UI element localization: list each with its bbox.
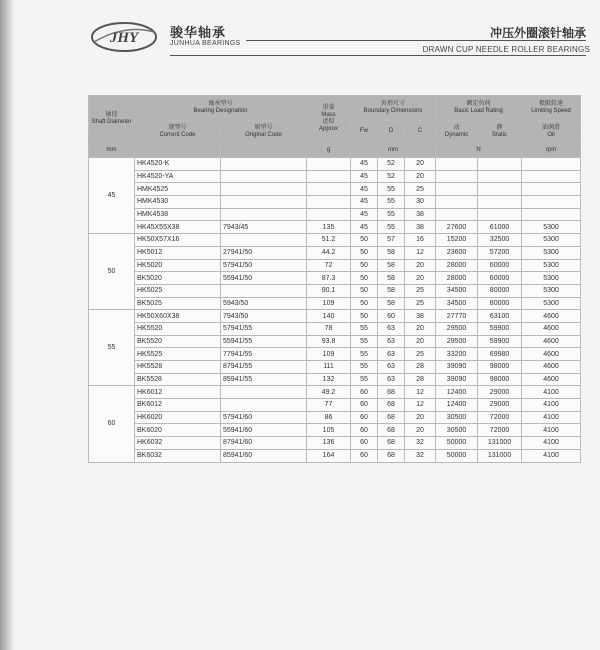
static-load-cell: 80000: [478, 284, 522, 297]
mass-unit: g: [307, 143, 351, 158]
oil-speed-cell: 4100: [522, 411, 581, 424]
d-cell: 68: [378, 386, 405, 399]
d-cell: 55: [378, 196, 405, 209]
static-load-cell: [478, 170, 522, 183]
brand-name-en: JUNHUA BEARINGS: [170, 40, 241, 47]
original-code-cell: [221, 170, 307, 183]
dynamic-load-cell: 30500: [436, 424, 478, 437]
original-code-cell: 87941/60: [221, 437, 307, 450]
shaft-diameter-cell: 55: [89, 310, 135, 386]
d-cell: 68: [378, 437, 405, 450]
dynamic-load-cell: 50000: [436, 437, 478, 450]
mass-cell: 49.2: [307, 386, 351, 399]
original-code-cell: 85941/55: [221, 373, 307, 386]
d-cell: 55: [378, 221, 405, 234]
table-row: [89, 259, 581, 272]
table-row: [89, 424, 581, 437]
c-cell: 30: [405, 196, 436, 209]
table-row: [89, 297, 581, 310]
static-load-cell: [478, 183, 522, 196]
d-cell: 58: [378, 272, 405, 285]
svg-text:JHY: JHY: [109, 30, 139, 46]
dynamic-load-cell: 30500: [436, 411, 478, 424]
oil-speed-cell: 4600: [522, 335, 581, 348]
d-cell: 60: [378, 310, 405, 323]
oil-speed-cell: 5300: [522, 234, 581, 247]
table-header: [89, 96, 581, 158]
c-cell: 20: [405, 411, 436, 424]
oil-speed-cell: 5300: [522, 246, 581, 259]
c-cell: 20: [405, 335, 436, 348]
current-code-cell: HK50X60X38: [135, 310, 221, 323]
current-code-header: 现型号 Current Code: [135, 121, 221, 143]
dynamic-load-cell: 23600: [436, 246, 478, 259]
dynamic-header: 动 Dynamic: [436, 121, 478, 143]
static-load-cell: 69980: [478, 348, 522, 361]
current-code-cell: HMK4530: [135, 196, 221, 209]
original-code-cell: [221, 158, 307, 171]
dynamic-load-cell: 28000: [436, 272, 478, 285]
original-code-cell: [221, 196, 307, 209]
c-cell: 38: [405, 310, 436, 323]
c-cell: 25: [405, 348, 436, 361]
table-row: [89, 234, 581, 247]
fw-cell: 50: [351, 297, 378, 310]
mass-cell: 93.8: [307, 335, 351, 348]
fw-cell: 45: [351, 158, 378, 171]
current-code-cell: BK5528: [135, 373, 221, 386]
fw-cell: 50: [351, 272, 378, 285]
current-code-cell: BK6020: [135, 424, 221, 437]
oil-speed-cell: [522, 170, 581, 183]
dynamic-load-cell: 39090: [436, 361, 478, 374]
original-code-cell: 7943/45: [221, 221, 307, 234]
static-load-cell: 32500: [478, 234, 522, 247]
original-code-cell: 55941/55: [221, 335, 307, 348]
d-cell: 68: [378, 449, 405, 462]
current-code-cell: HK5520: [135, 322, 221, 335]
fw-cell: 55: [351, 348, 378, 361]
c-cell: 28: [405, 373, 436, 386]
current-code-cell: HK4520-YA: [135, 170, 221, 183]
d-cell: 58: [378, 246, 405, 259]
current-code-cell: HK6012: [135, 386, 221, 399]
mass-cell: [307, 196, 351, 209]
oil-speed-cell: 5300: [522, 259, 581, 272]
table-row: [89, 272, 581, 285]
original-code-cell: 57941/60: [221, 411, 307, 424]
original-code-cell: 27941/50: [221, 246, 307, 259]
table-row: [89, 386, 581, 399]
d-cell: 55: [378, 183, 405, 196]
table-row: [89, 361, 581, 374]
c-cell: 25: [405, 297, 436, 310]
load-unit: N: [436, 143, 522, 158]
static-load-cell: [478, 208, 522, 221]
original-unit-blank: [221, 143, 307, 158]
mass-cell: [307, 208, 351, 221]
jhy-logo-icon: [90, 20, 158, 54]
table-row: [89, 437, 581, 450]
fw-cell: 55: [351, 335, 378, 348]
table-row: [89, 348, 581, 361]
brand-name-cn: 骏华轴承: [170, 25, 227, 40]
table-row: [89, 158, 581, 171]
designation-header: 轴承型号 Bearing Designation: [135, 96, 307, 121]
current-code-cell: BK5020: [135, 272, 221, 285]
dynamic-load-cell: [436, 170, 478, 183]
table-row: [89, 399, 581, 412]
page-title-cn: 冲压外圈滚针轴承: [489, 26, 586, 40]
mass-cell: 109: [307, 348, 351, 361]
current-code-cell: HMK4525: [135, 183, 221, 196]
d-header: D: [378, 121, 405, 143]
d-cell: 63: [378, 361, 405, 374]
static-load-cell: 131000: [478, 437, 522, 450]
fw-cell: 45: [351, 183, 378, 196]
fw-cell: 60: [351, 437, 378, 450]
current-code-cell: BK6012: [135, 399, 221, 412]
static-load-cell: 29000: [478, 386, 522, 399]
static-load-cell: [478, 158, 522, 171]
mass-header: 重量 Mass 近似 Approx: [307, 96, 351, 143]
header-rule-lower: [170, 55, 586, 56]
d-cell: 58: [378, 297, 405, 310]
original-code-cell: [221, 183, 307, 196]
dims-unit: mm: [351, 143, 436, 158]
c-cell: 32: [405, 449, 436, 462]
static-load-cell: 59900: [478, 322, 522, 335]
original-code-cell: [221, 234, 307, 247]
mass-cell: 105: [307, 424, 351, 437]
current-unit-blank: [135, 143, 221, 158]
dynamic-load-cell: 29500: [436, 335, 478, 348]
c-cell: 38: [405, 208, 436, 221]
bearing-spec-table: [88, 95, 581, 463]
current-code-cell: HK5012: [135, 246, 221, 259]
c-cell: 25: [405, 183, 436, 196]
oil-speed-cell: 5300: [522, 272, 581, 285]
oil-speed-cell: [522, 196, 581, 209]
c-cell: 38: [405, 221, 436, 234]
oil-speed-cell: 4600: [522, 361, 581, 374]
shaft-unit: mm: [89, 143, 135, 158]
static-load-cell: 60000: [478, 259, 522, 272]
mass-cell: 86: [307, 411, 351, 424]
shaft-diameter-cell: 45: [89, 158, 135, 234]
fw-cell: 60: [351, 424, 378, 437]
mass-cell: 135: [307, 221, 351, 234]
fw-cell: 60: [351, 399, 378, 412]
mass-cell: 164: [307, 449, 351, 462]
c-cell: 20: [405, 158, 436, 171]
c-cell: 12: [405, 399, 436, 412]
fw-cell: 50: [351, 284, 378, 297]
oil-speed-cell: 5300: [522, 297, 581, 310]
c-cell: 28: [405, 361, 436, 374]
dynamic-load-cell: 28000: [436, 259, 478, 272]
current-code-cell: HK6020: [135, 411, 221, 424]
table-row: [89, 183, 581, 196]
dynamic-load-cell: 50000: [436, 449, 478, 462]
static-load-cell: 80000: [478, 297, 522, 310]
mass-cell: [307, 170, 351, 183]
static-load-cell: 29000: [478, 399, 522, 412]
oil-header: 油润滑 Oil: [522, 121, 581, 143]
original-code-cell: 85941/60: [221, 449, 307, 462]
table-row: [89, 246, 581, 259]
fw-cell: 60: [351, 411, 378, 424]
c-cell: 20: [405, 170, 436, 183]
dynamic-load-cell: [436, 158, 478, 171]
current-code-cell: HK45X55X38: [135, 221, 221, 234]
d-cell: 57: [378, 234, 405, 247]
static-load-cell: 72000: [478, 424, 522, 437]
table-row: [89, 221, 581, 234]
current-code-cell: BK5520: [135, 335, 221, 348]
mass-cell: 72: [307, 259, 351, 272]
c-cell: 20: [405, 424, 436, 437]
dynamic-load-cell: 29500: [436, 322, 478, 335]
d-cell: 63: [378, 373, 405, 386]
fw-cell: 55: [351, 373, 378, 386]
table-body: [89, 158, 581, 463]
static-load-cell: 61000: [478, 221, 522, 234]
oil-speed-cell: [522, 158, 581, 171]
mass-cell: 111: [307, 361, 351, 374]
original-code-cell: [221, 284, 307, 297]
table-row: [89, 284, 581, 297]
c-cell: 32: [405, 437, 436, 450]
fw-cell: 45: [351, 208, 378, 221]
fw-cell: 45: [351, 170, 378, 183]
dynamic-load-cell: 27600: [436, 221, 478, 234]
page-title-en: DRAWN CUP NEEDLE ROLLER BEARINGS: [422, 45, 590, 54]
mass-cell: 77: [307, 399, 351, 412]
table-row: [89, 411, 581, 424]
mass-cell: 90.1: [307, 284, 351, 297]
current-code-cell: HK4520-K: [135, 158, 221, 171]
mass-cell: 44.2: [307, 246, 351, 259]
fw-header: Fw: [351, 121, 378, 143]
dynamic-load-cell: 39090: [436, 373, 478, 386]
oil-speed-cell: [522, 183, 581, 196]
oil-speed-cell: 4100: [522, 424, 581, 437]
mass-cell: 140: [307, 310, 351, 323]
original-code-cell: [221, 208, 307, 221]
c-cell: 20: [405, 259, 436, 272]
c-header: C: [405, 121, 436, 143]
original-code-cell: 55941/60: [221, 424, 307, 437]
fw-cell: 55: [351, 322, 378, 335]
current-code-cell: HK5525: [135, 348, 221, 361]
d-cell: 63: [378, 335, 405, 348]
mass-cell: [307, 158, 351, 171]
dynamic-load-cell: 12400: [436, 386, 478, 399]
original-code-cell: 57941/50: [221, 259, 307, 272]
d-cell: 52: [378, 170, 405, 183]
c-cell: 20: [405, 272, 436, 285]
table-row: [89, 449, 581, 462]
oil-speed-cell: 4100: [522, 437, 581, 450]
d-cell: 58: [378, 284, 405, 297]
shaft-diameter-header: 轴径 Shaft Diameter: [89, 96, 135, 143]
static-load-cell: 57200: [478, 246, 522, 259]
dynamic-load-cell: 27770: [436, 310, 478, 323]
c-cell: 16: [405, 234, 436, 247]
static-load-cell: 59900: [478, 335, 522, 348]
fw-cell: 60: [351, 386, 378, 399]
fw-cell: 50: [351, 310, 378, 323]
current-code-cell: BK6032: [135, 449, 221, 462]
oil-speed-cell: 4600: [522, 322, 581, 335]
mass-cell: 109: [307, 297, 351, 310]
fw-cell: 60: [351, 449, 378, 462]
dynamic-load-cell: 33200: [436, 348, 478, 361]
d-cell: 68: [378, 424, 405, 437]
fw-cell: 50: [351, 259, 378, 272]
mass-cell: 132: [307, 373, 351, 386]
table-row: [89, 208, 581, 221]
table-row: [89, 322, 581, 335]
limiting-speed-header: 极限转速 Limiting Speed: [522, 96, 581, 121]
original-code-cell: 87941/55: [221, 361, 307, 374]
shaft-diameter-cell: 50: [89, 234, 135, 310]
dynamic-load-cell: 34500: [436, 284, 478, 297]
oil-speed-cell: 5300: [522, 284, 581, 297]
oil-speed-cell: 4100: [522, 399, 581, 412]
oil-speed-cell: 4600: [522, 348, 581, 361]
static-load-cell: 98000: [478, 361, 522, 374]
oil-speed-cell: [522, 208, 581, 221]
d-cell: 63: [378, 348, 405, 361]
d-cell: 52: [378, 158, 405, 171]
oil-speed-cell: 4600: [522, 373, 581, 386]
c-cell: 20: [405, 322, 436, 335]
static-load-cell: 63100: [478, 310, 522, 323]
table-row: [89, 335, 581, 348]
fw-cell: 45: [351, 221, 378, 234]
table-row: [89, 196, 581, 209]
fw-cell: 50: [351, 234, 378, 247]
oil-speed-cell: 4100: [522, 449, 581, 462]
table-row: [89, 373, 581, 386]
dynamic-load-cell: [436, 196, 478, 209]
dynamic-load-cell: [436, 183, 478, 196]
oil-speed-cell: 5300: [522, 221, 581, 234]
current-code-cell: HK50X57X16: [135, 234, 221, 247]
d-cell: 68: [378, 399, 405, 412]
dynamic-load-cell: 12400: [436, 399, 478, 412]
mass-cell: 78: [307, 322, 351, 335]
table-row: [89, 170, 581, 183]
original-code-cell: 5943/50: [221, 297, 307, 310]
original-code-cell: [221, 386, 307, 399]
static-load-cell: 131000: [478, 449, 522, 462]
original-code-cell: [221, 399, 307, 412]
original-code-cell: 7943/50: [221, 310, 307, 323]
fw-cell: 50: [351, 246, 378, 259]
original-code-cell: 55941/50: [221, 272, 307, 285]
mass-cell: 87.3: [307, 272, 351, 285]
oil-speed-cell: 4100: [522, 386, 581, 399]
shaft-diameter-cell: 60: [89, 386, 135, 462]
current-code-cell: HMK4538: [135, 208, 221, 221]
current-code-cell: HK5025: [135, 284, 221, 297]
static-load-cell: 98000: [478, 373, 522, 386]
d-cell: 55: [378, 208, 405, 221]
mass-cell: [307, 183, 351, 196]
table-row: [89, 310, 581, 323]
static-load-cell: [478, 196, 522, 209]
c-cell: 25: [405, 284, 436, 297]
static-header: 静 Static: [478, 121, 522, 143]
dimensions-header: 外形尺寸 Boundary Dimensions: [351, 96, 436, 121]
speed-unit: rpm: [522, 143, 581, 158]
load-rating-header: 额定负荷 Basic Load Rating: [436, 96, 522, 121]
dynamic-load-cell: 15200: [436, 234, 478, 247]
static-load-cell: 72000: [478, 411, 522, 424]
current-code-cell: HK5020: [135, 259, 221, 272]
dynamic-load-cell: 34500: [436, 297, 478, 310]
oil-speed-cell: 4600: [522, 310, 581, 323]
current-code-cell: HK6032: [135, 437, 221, 450]
original-code-header: 原型号 Original Code: [221, 121, 307, 143]
dynamic-load-cell: [436, 208, 478, 221]
mass-cell: 51.2: [307, 234, 351, 247]
fw-cell: 55: [351, 361, 378, 374]
c-cell: 12: [405, 246, 436, 259]
page-binding-edge: [0, 0, 14, 650]
original-code-cell: 57941/55: [221, 322, 307, 335]
d-cell: 58: [378, 259, 405, 272]
d-cell: 68: [378, 411, 405, 424]
current-code-cell: BK5025: [135, 297, 221, 310]
original-code-cell: 77941/55: [221, 348, 307, 361]
d-cell: 63: [378, 322, 405, 335]
static-load-cell: 60000: [478, 272, 522, 285]
current-code-cell: HK5528: [135, 361, 221, 374]
fw-cell: 45: [351, 196, 378, 209]
c-cell: 12: [405, 386, 436, 399]
mass-cell: 136: [307, 437, 351, 450]
